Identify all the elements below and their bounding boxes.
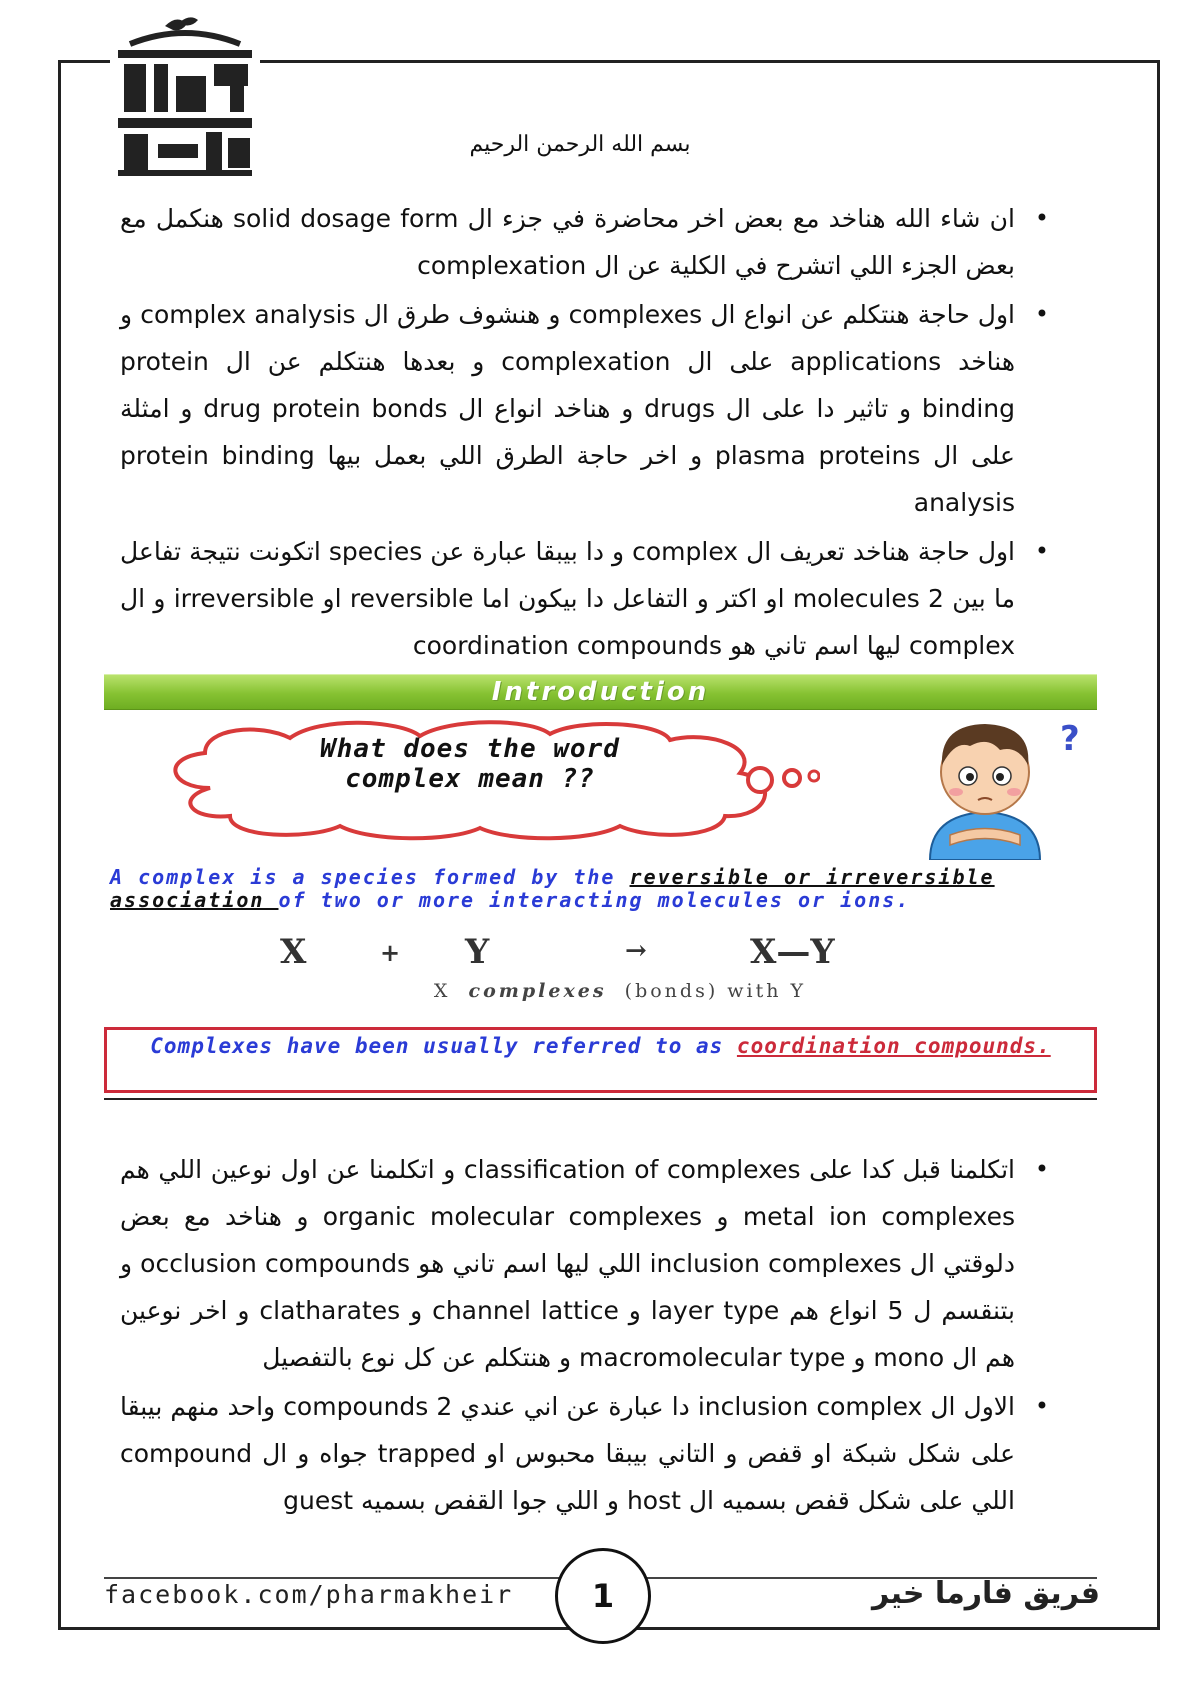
introduction-heading: Introduction (104, 674, 1097, 710)
equation-arrow: → (625, 936, 647, 966)
equation-x: X (280, 932, 307, 972)
caption-complexes: complexes (468, 980, 607, 1002)
thinking-boy-icon (900, 710, 1080, 860)
cloud-question-line: What does the word (320, 734, 620, 764)
coordination-text: Complexes have been usually referred to as (150, 1034, 737, 1058)
bullet-item: • اول حاجة هناخد تعريف ال complex و دا بيبقا عبارة عن species اتكونت نتيجة تفاعل ما بين 2 molecules او اكتر و التفاعل دا بيكون اما reversible او irreversible و ال complex ليها اسم تاني هو coordination compounds (120, 528, 1015, 669)
divider (104, 1098, 1097, 1100)
caption-x: X (433, 980, 451, 1002)
coordination-highlight: coordination compounds. (736, 1034, 1051, 1058)
equation-caption (300, 980, 940, 1002)
equation-product: X—Y (750, 932, 835, 972)
definition-text: of two or more interacting molecules or ions. (278, 888, 911, 912)
bullet-item: • الاول ال inclusion complex دا عبارة عن اني عندي 2 compounds واحد منهم بيبقا على شكل شبكة او قفص و التاني بيبقا محبوس او trapped جواه و ال compound اللي على شكل قفص بسميه ال host و اللي جوا القفص بسميه guest (120, 1383, 1015, 1524)
equation-y: Y (465, 932, 490, 972)
bullet-item: • اول حاجة هنتكلم عن انواع ال complexes و هنشوف طرق ال complex analysis و هناخد applications على ال complexation و بعدها هنتكلم عن ال protein binding و تاثير دا على ال drugs و هناخد انواع ال drug protein bonds و امثلة على ال plasma proteins و اخر حاجة الطرق اللي بعمل بيها protein binding analysis (120, 291, 1015, 526)
pharma-kheir-logo (110, 14, 260, 184)
cloud-question-line: complex mean ?? (345, 764, 595, 794)
intro-bullet-list (120, 195, 1055, 671)
complex-definition (110, 866, 1095, 912)
equation-plus: + (380, 938, 401, 967)
page-number: 1 (555, 1548, 651, 1644)
facebook-link[interactable]: facebook.com/pharmakheir (104, 1580, 514, 1609)
definition-underlined: reversible or irreversible association (110, 865, 995, 912)
svg-text:?: ? (1060, 719, 1080, 759)
bullet-item: • ان شاء الله هناخد مع بعض اخر محاضرة في جزء ال solid dosage form هنكمل مع بعض الجزء اللي اتشرح في الكلية عن ال complexation (120, 195, 1015, 289)
basmala: بسم الله الرحمن الرحيم (469, 132, 691, 157)
complex-equation (280, 932, 980, 972)
cloud-question (215, 734, 725, 794)
caption-bonds: (bonds) with Y (624, 980, 807, 1002)
coordination-note-box (104, 1027, 1097, 1093)
classification-bullet-list (120, 1146, 1055, 1526)
definition-text: A complex is a species formed by the (110, 865, 630, 889)
team-name: فريق فارما خير (871, 1576, 1100, 1611)
bullet-item: • اتكلمنا قبل كدا على classification of complexes و اتكلمنا عن اول نوعين اللي هم metal ion complexes و organic molecular complexes و هناخد مع بعض دلوقتي ال inclusion complexes اللي ليها اسم تاني هو occlusion compounds و بتنقسم ل 5 انواع هم layer type و channel lattice و clatharates و اخر نوعين هم ال mono و macromolecular type و هنتكلم عن كل نوع بالتفصيل (120, 1146, 1015, 1381)
